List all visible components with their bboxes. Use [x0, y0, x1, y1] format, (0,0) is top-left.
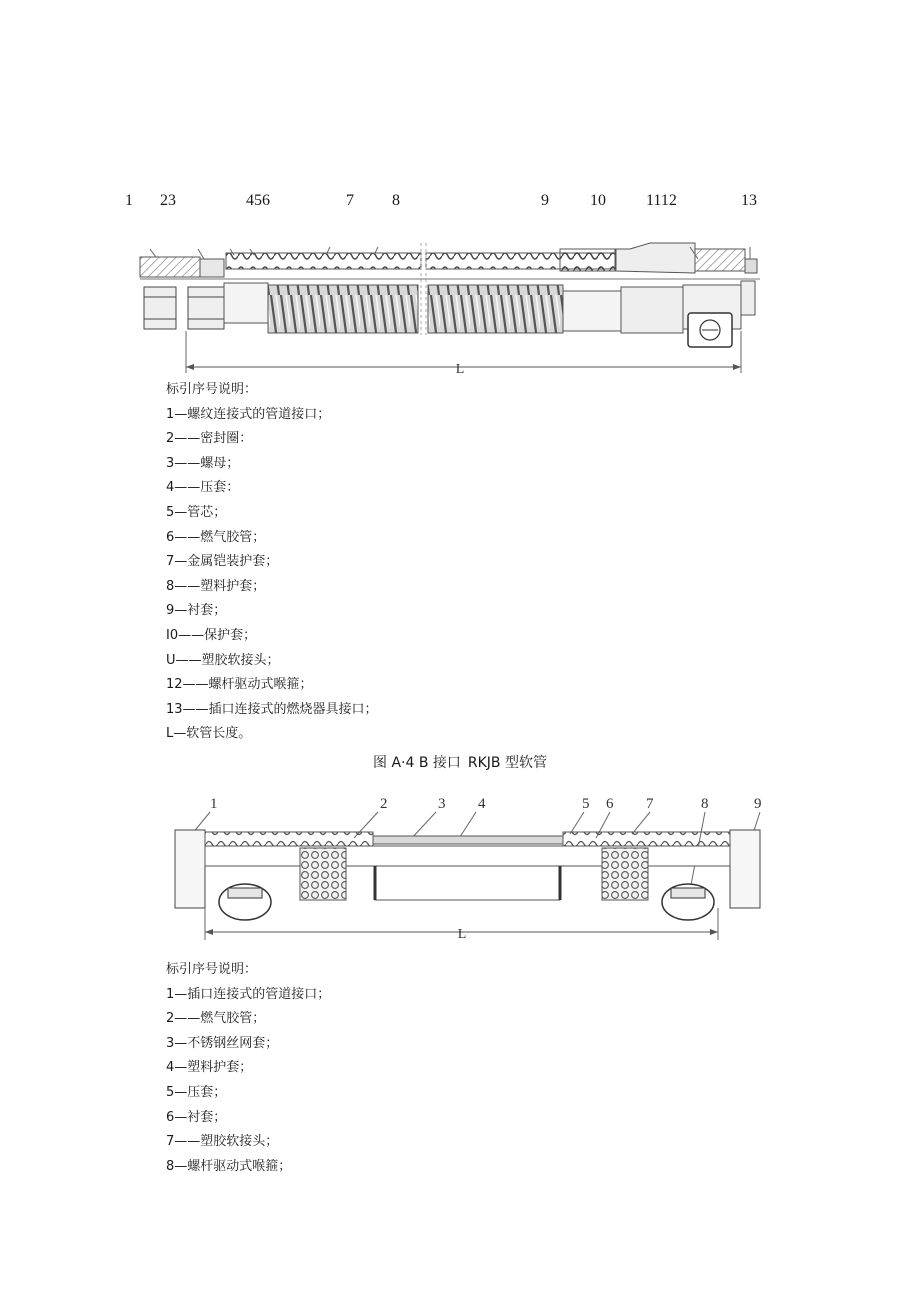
legend-item: 12——螺杆驱动式喉箍；	[166, 677, 313, 693]
dimension-label-l: L	[457, 927, 467, 942]
callout-number: 1	[210, 796, 218, 812]
legend-item: 13——插口连接式的燃烧器具接口；	[166, 701, 378, 717]
figure-caption	[0, 752, 920, 772]
legend-item: 1—插口连接式的管道接口；	[166, 986, 331, 1002]
callout-number: 6	[606, 796, 614, 812]
legend-title: 标引序号说明：	[166, 962, 258, 977]
legend-item: I0——保护套；	[166, 627, 257, 643]
caption-code: RKJB 型软管	[467, 755, 547, 771]
legend-item: 2——燃气胶管；	[166, 1011, 266, 1027]
callout-number: 1112	[646, 192, 677, 209]
legend-item: 8—螺杆驱动式喉箍；	[166, 1158, 292, 1174]
hose-drawing-a4	[130, 235, 770, 380]
callout-number: 7	[346, 192, 354, 209]
callout-number: 3	[438, 796, 446, 812]
callout-number: 8	[701, 796, 709, 812]
legend-item: 7——塑胶软接头；	[166, 1134, 279, 1150]
legend-item: 8——塑料护套；	[166, 578, 266, 594]
callout-number: 2	[380, 796, 388, 812]
callout-number: 10	[590, 192, 606, 209]
legend-title: 标引序号说明：	[166, 382, 258, 397]
legend-item: 3——螺母；	[166, 455, 240, 471]
legend-a4	[166, 378, 378, 747]
callout-number: 23	[160, 192, 176, 209]
dimension-label-l: L	[455, 362, 465, 377]
callout-number: 1	[125, 192, 133, 209]
callout-number: 456	[246, 192, 270, 209]
legend-item: 2——密封圈：	[166, 431, 253, 447]
legend-item: 3—不锈钢丝网套；	[166, 1035, 279, 1051]
legend-item: 5—管芯；	[166, 504, 227, 520]
callout-number: 7	[646, 796, 654, 812]
legend-item: 5—压套；	[166, 1084, 227, 1100]
legend-item: U——塑胶软接头；	[166, 652, 280, 668]
callout-number: 5	[582, 796, 590, 812]
legend-item: 7—金属铠装护套；	[166, 554, 279, 570]
hose-drawing-a5	[170, 790, 780, 945]
legend-item: 9—衬套；	[166, 603, 227, 619]
callout-number-row	[0, 192, 920, 216]
legend-item: 4—塑料护套；	[166, 1060, 253, 1076]
callout-number: 9	[541, 192, 549, 209]
legend-item: 4——压套：	[166, 480, 240, 496]
callout-number: 4	[478, 796, 486, 812]
callout-number: 9	[754, 796, 762, 812]
legend-item: 6—衬套；	[166, 1109, 227, 1125]
callout-number: 8	[392, 192, 400, 209]
legend-a5	[166, 958, 330, 1179]
legend-item: 1—螺纹连接式的管道接口；	[166, 406, 331, 422]
legend-item: 6——燃气胶管；	[166, 529, 266, 545]
callout-number: 13	[741, 192, 757, 209]
legend-item: L—软管长度。	[166, 726, 252, 742]
caption-prefix: 图 A·4 B 接口	[373, 755, 461, 771]
